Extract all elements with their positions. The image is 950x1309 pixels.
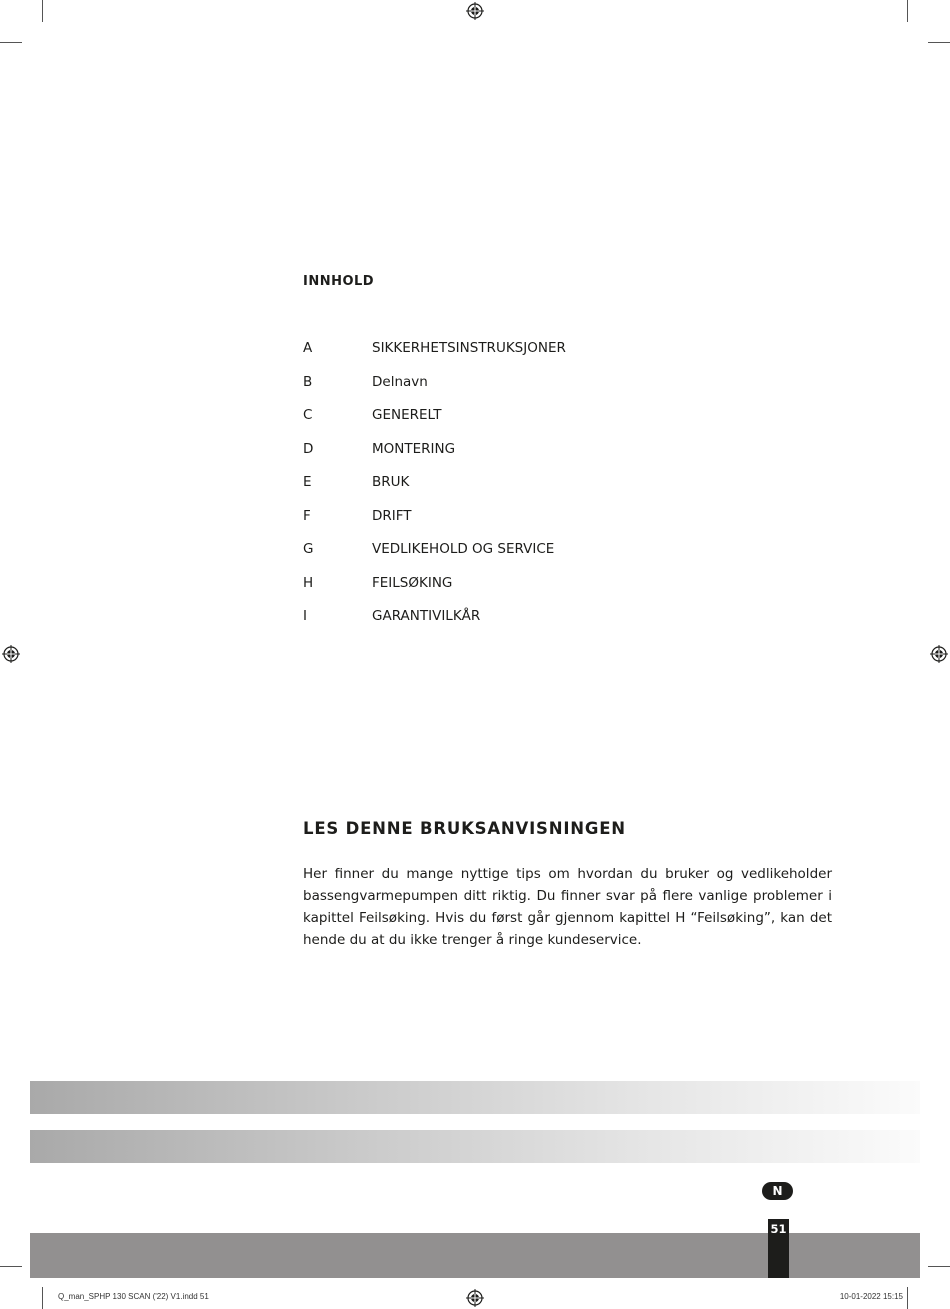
contents-item [303, 407, 703, 441]
contents-item-letter: E [303, 474, 312, 490]
crop-mark [907, 1287, 908, 1309]
gradient-band [30, 1081, 920, 1114]
crop-mark [42, 0, 43, 22]
contents-item-title: FEILSØKING [372, 574, 453, 591]
crop-mark [928, 42, 950, 43]
crop-mark [0, 42, 22, 43]
contents-item-letter: C [303, 407, 313, 423]
slug-date: 10-01-2022 15:15 [839, 1292, 903, 1301]
slug-filename: Q_man_SPHP 130 SCAN ('22) V1.indd 51 [58, 1292, 209, 1301]
registration-mark-icon [930, 645, 948, 663]
contents-item [303, 441, 703, 475]
contents-item-letter: B [303, 373, 313, 390]
contents-item [303, 575, 703, 609]
contents-item [303, 541, 703, 575]
registration-mark-icon [466, 1289, 484, 1307]
registration-mark-icon [466, 2, 484, 20]
crop-mark [42, 1287, 43, 1309]
contents-item [303, 474, 703, 508]
page-number: 51 [768, 1219, 789, 1278]
crop-mark [907, 0, 908, 22]
contents-item-letter: D [303, 440, 314, 457]
contents-item-title: DRIFT [372, 507, 412, 524]
contents-item-title: MONTERING [372, 440, 456, 457]
contents-item-letter: A [303, 340, 313, 356]
contents-item-title: VEDLIKEHOLD OG SERVICE [372, 541, 555, 557]
contents-list [303, 340, 703, 642]
contents-item [303, 374, 703, 408]
read-manual-body: Her finner du mange nyttige tips om hvordan du bruker og vedlikeholder bassengvarmepumpen ditt riktig. Du finner svar på flere vanlige problemer i kapittel Feilsøking. Hvis du først går gjennom kapittel H “Feilsøking”, kan det hende du at du ikke trenger å ringe kundeservice. [303, 866, 832, 948]
contents-item-title: GARANTIVILKÅR [372, 608, 481, 624]
registration-mark-icon [2, 645, 20, 663]
contents-item [303, 508, 703, 542]
gradient-band [30, 1130, 920, 1163]
contents-item [303, 608, 703, 642]
read-manual-heading: LES DENNE BRUKSANVISNINGEN [303, 819, 626, 838]
language-badge: N [762, 1182, 793, 1200]
contents-item-title: Delnavn [372, 373, 428, 390]
crop-mark [0, 1266, 22, 1267]
crop-mark [928, 1266, 950, 1267]
contents-item-title: GENERELT [372, 407, 442, 423]
contents-item-title: BRUK [372, 474, 410, 490]
contents-heading: INNHOLD [303, 274, 375, 289]
contents-item-letter: I [303, 608, 307, 624]
contents-item-letter: F [303, 507, 311, 524]
contents-item-letter: G [303, 541, 314, 557]
contents-item-letter: H [303, 574, 314, 591]
contents-item-title: SIKKERHETSINSTRUKSJONER [372, 340, 566, 356]
contents-item [303, 340, 703, 374]
